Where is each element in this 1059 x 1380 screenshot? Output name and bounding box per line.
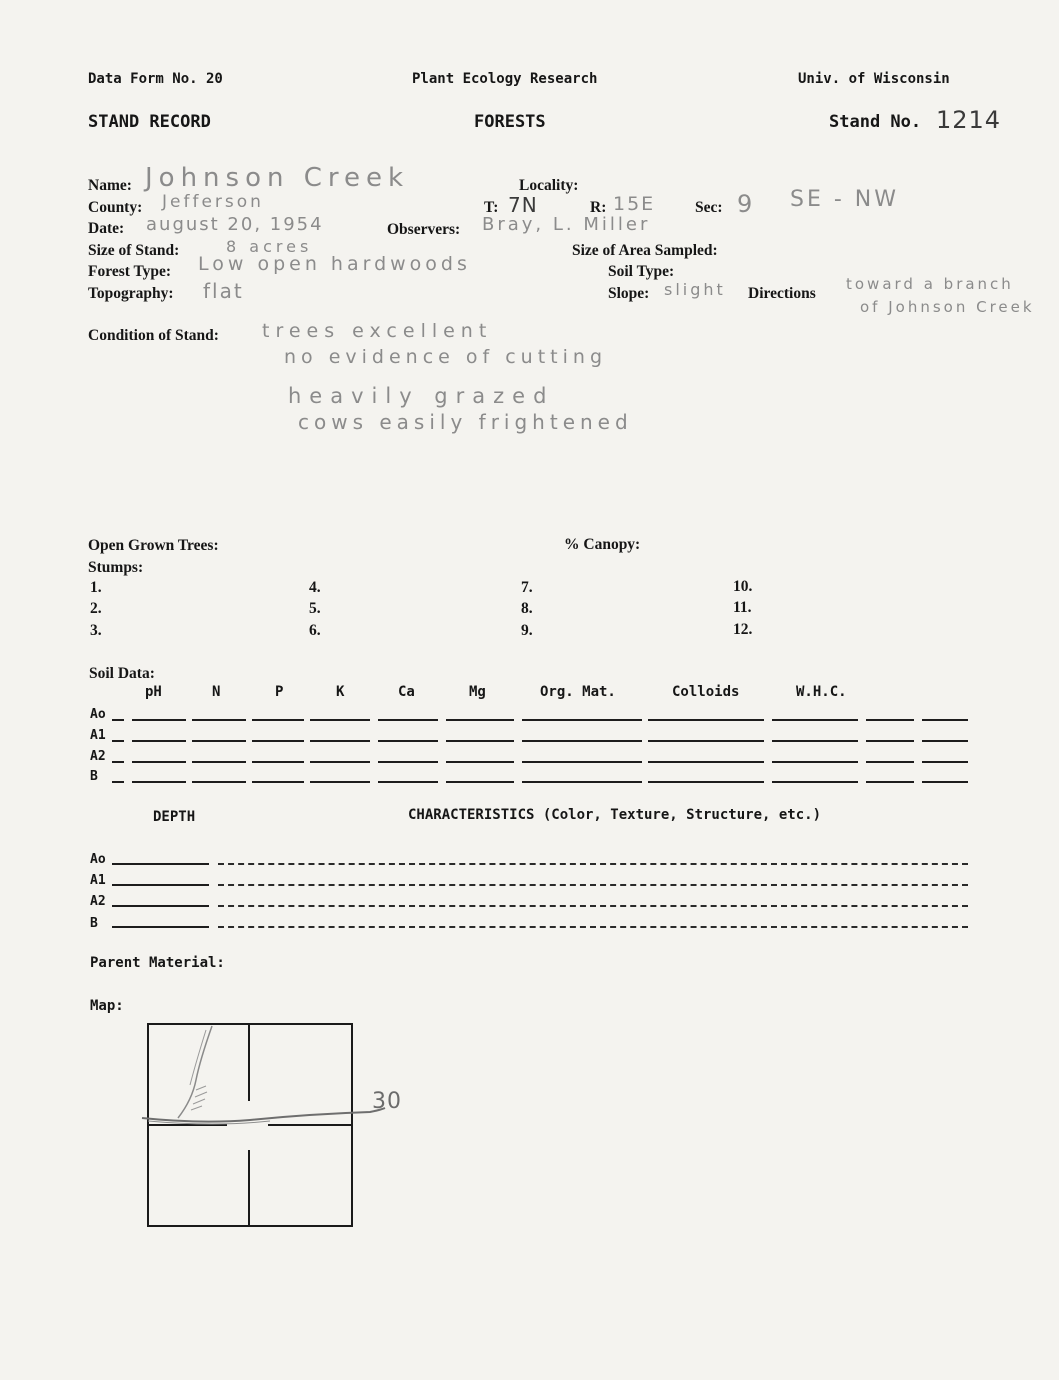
- open-grown-trees-label: Open Grown Trees:: [88, 537, 219, 554]
- map-label: Map:: [90, 998, 124, 1014]
- name-label: Name:: [88, 177, 132, 194]
- record-title: STAND RECORD: [88, 112, 211, 132]
- date-label: Date:: [88, 220, 125, 237]
- stand-no-label: Stand No.: [829, 112, 922, 132]
- map-boundary-stroke: [142, 1108, 385, 1122]
- condition-line-1: trees excellent: [262, 320, 493, 342]
- date-value: august 20, 1954: [146, 214, 324, 235]
- stumps-label: Stumps:: [88, 559, 144, 576]
- directions-label: Directions: [748, 285, 816, 302]
- range-label: R:: [590, 199, 607, 216]
- directions-line-1: toward a branch: [846, 275, 1014, 293]
- depth-row-label: A1: [90, 873, 106, 888]
- size-value: 8 acres: [226, 237, 313, 256]
- stump-number: 4.: [309, 579, 321, 596]
- condition-line-2: no evidence of cutting: [284, 346, 608, 368]
- soil-row-label: Ao: [90, 707, 106, 722]
- condition-label: Condition of Stand:: [88, 327, 219, 344]
- stump-number: 6.: [309, 622, 321, 639]
- soil-row-label: A2: [90, 749, 106, 764]
- stump-number: 7.: [521, 579, 533, 596]
- stump-number: 10.: [733, 578, 753, 595]
- stump-number: 8.: [521, 600, 533, 617]
- stump-number: 12.: [733, 621, 753, 638]
- parent-material-label: Parent Material:: [90, 955, 225, 971]
- canopy-label: % Canopy:: [564, 536, 641, 553]
- category-title: FORESTS: [474, 112, 546, 132]
- stump-number: 5.: [309, 600, 321, 617]
- soil-col-org-mat: Org. Mat.: [540, 684, 616, 700]
- observers-value: Bray, L. Miller: [482, 214, 651, 235]
- topography-label: Topography:: [88, 285, 174, 302]
- soil-col-p: P: [275, 684, 284, 700]
- condition-line-3: heavily grazed: [288, 384, 555, 408]
- soil-col-mg: Mg: [469, 684, 486, 700]
- soil-col-n: N: [212, 684, 221, 700]
- forest-type-value: Low open hardwoods: [198, 253, 471, 275]
- map-annotation: 30: [372, 1089, 402, 1114]
- characteristics-label: CHARACTERISTICS (Color, Texture, Structure, etc.): [408, 807, 822, 823]
- university: Univ. of Wisconsin: [798, 71, 950, 87]
- depth-label: DEPTH: [153, 809, 196, 825]
- range-value: 15E: [613, 193, 656, 215]
- name-value: Johnson Creek: [145, 163, 410, 193]
- stump-number: 3.: [90, 622, 102, 639]
- stump-number: 1.: [90, 579, 102, 596]
- slope-value: slight: [664, 280, 726, 299]
- section-value: 9: [737, 190, 758, 218]
- depth-row-label: Ao: [90, 852, 106, 867]
- depth-row-label: A2: [90, 894, 106, 909]
- forest-type-label: Forest Type:: [88, 263, 172, 280]
- stump-number: 11.: [733, 599, 752, 616]
- soil-col-ca: Ca: [398, 684, 415, 700]
- county-value: Jefferson: [162, 192, 264, 212]
- soil-col-k: K: [336, 684, 345, 700]
- topography-value: flat: [203, 279, 244, 303]
- map-creek-stroke: [178, 1026, 212, 1118]
- depth-row-label: B: [90, 916, 98, 931]
- county-label: County:: [88, 199, 143, 216]
- locality-label: Locality:: [519, 177, 579, 194]
- section-label: Sec:: [695, 199, 723, 216]
- stump-number: 2.: [90, 600, 102, 617]
- stand-no-value: 1214: [936, 106, 1002, 134]
- stump-number: 9.: [521, 622, 533, 639]
- form-number: Data Form No. 20: [88, 71, 223, 87]
- slope-label: Slope:: [608, 285, 650, 302]
- township-value: 7N: [508, 193, 538, 217]
- organization: Plant Ecology Research: [412, 71, 598, 87]
- section-extra: SE - NW: [790, 187, 899, 212]
- map-creek-stroke-2: [190, 1030, 206, 1085]
- township-label: T:: [484, 199, 499, 216]
- soil-type-label: Soil Type:: [608, 263, 675, 280]
- directions-line-2: of Johnson Creek: [860, 298, 1035, 316]
- soil-row-label: A1: [90, 728, 106, 743]
- soil-col-colloids: Colloids: [672, 684, 740, 700]
- soil-col-whc: W.H.C.: [796, 684, 847, 700]
- soil-col-ph: pH: [145, 684, 162, 700]
- condition-line-4: cows easily frightened: [298, 410, 633, 434]
- size-label: Size of Stand:: [88, 242, 180, 259]
- soil-data-title: Soil Data:: [89, 665, 155, 682]
- soil-row-label: B: [90, 769, 98, 784]
- area-sampled-label: Size of Area Sampled:: [572, 242, 718, 259]
- observers-label: Observers:: [387, 221, 461, 238]
